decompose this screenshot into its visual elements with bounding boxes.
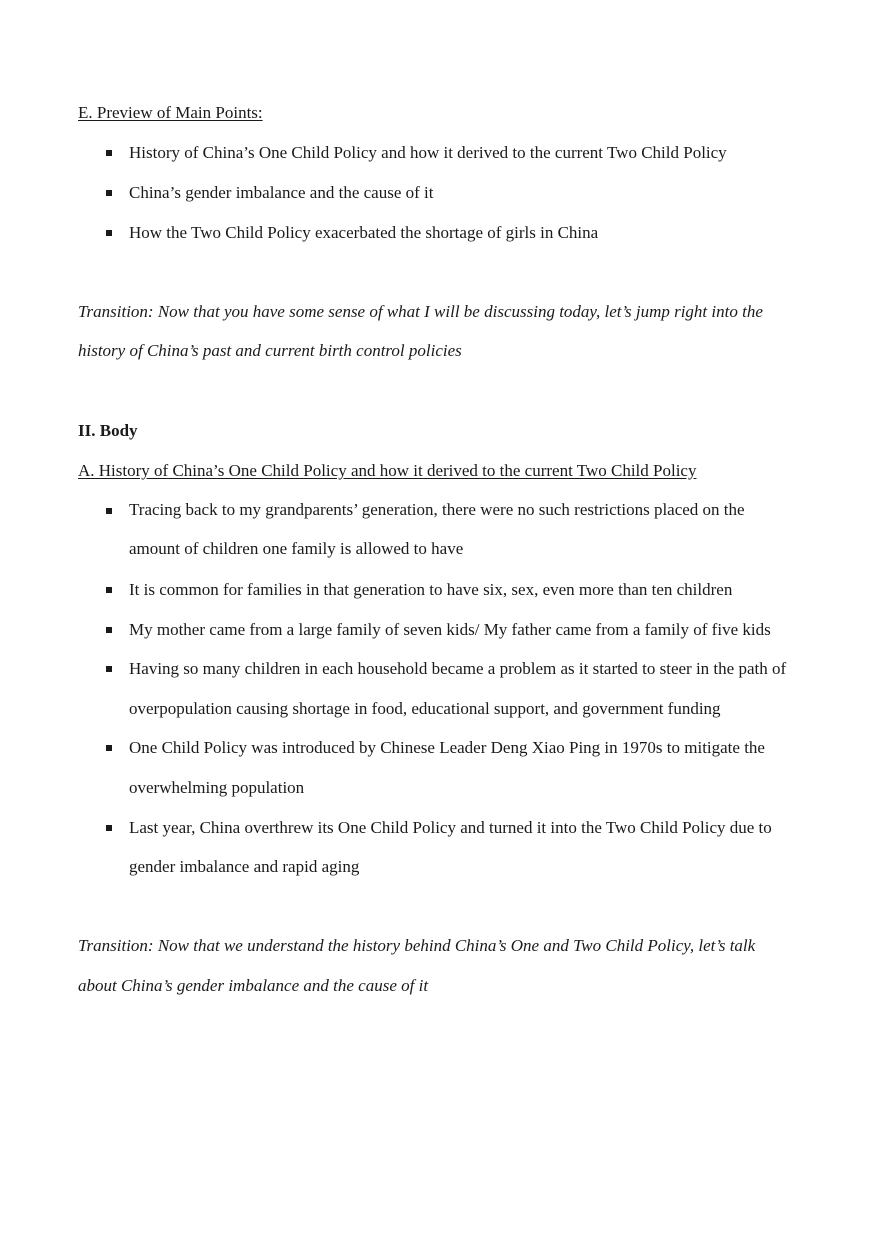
square-bullet-icon bbox=[106, 825, 112, 831]
square-bullet-icon bbox=[106, 627, 112, 633]
list-item-text: It is common for families in that generation to have six, sex, even more than ten children bbox=[129, 580, 733, 599]
list-item-text: History of China’s One Child Policy and how it derived to the current Two Child Policy bbox=[129, 143, 727, 162]
section-heading: II. Body bbox=[78, 421, 138, 440]
list-item-text: Having so many children in each household became a problem as it started to steer in the path of bbox=[129, 659, 787, 678]
square-bullet-icon bbox=[106, 745, 112, 751]
square-bullet-icon bbox=[106, 150, 112, 156]
square-bullet-icon bbox=[106, 587, 112, 593]
transition-line: about China’s gender imbalance and the cause of it bbox=[78, 976, 429, 995]
list-item-text: overpopulation causing shortage in food, educational support, and government funding bbox=[129, 699, 721, 718]
subsection-heading: A. History of China’s One Child Policy and how it derived to the current Two Child Policy bbox=[78, 461, 697, 480]
transition-line: history of China’s past and current birth control policies bbox=[78, 341, 462, 360]
list-item-text: amount of children one family is allowed to have bbox=[129, 539, 464, 558]
preview-heading: E. Preview of Main Points: bbox=[78, 103, 263, 122]
transition-line: Transition: Now that you have some sense of what I will be discussing today, let’s jump right into the bbox=[78, 302, 763, 321]
list-item-text: Last year, China overthrew its One Child Policy and turned it into the Two Child Policy due to bbox=[129, 818, 772, 837]
list-item-text: overwhelming population bbox=[129, 778, 305, 797]
square-bullet-icon bbox=[106, 230, 112, 236]
list-item-text: gender imbalance and rapid aging bbox=[129, 857, 360, 876]
list-item-text: How the Two Child Policy exacerbated the shortage of girls in China bbox=[129, 223, 599, 242]
list-item-text: China’s gender imbalance and the cause of it bbox=[129, 183, 434, 202]
transition-line: Transition: Now that we understand the history behind China’s One and Two Child Policy, let’s talk bbox=[78, 936, 756, 955]
square-bullet-icon bbox=[106, 508, 112, 514]
square-bullet-icon bbox=[106, 190, 112, 196]
square-bullet-icon bbox=[106, 666, 112, 672]
list-item-text: My mother came from a large family of seven kids/ My father came from a family of five kids bbox=[129, 620, 771, 639]
document-page bbox=[78, 0, 818, 1247]
list-item-text: Tracing back to my grandparents’ generation, there were no such restrictions placed on the bbox=[129, 500, 745, 519]
list-item-text: One Child Policy was introduced by Chinese Leader Deng Xiao Ping in 1970s to mitigate the bbox=[129, 738, 765, 757]
